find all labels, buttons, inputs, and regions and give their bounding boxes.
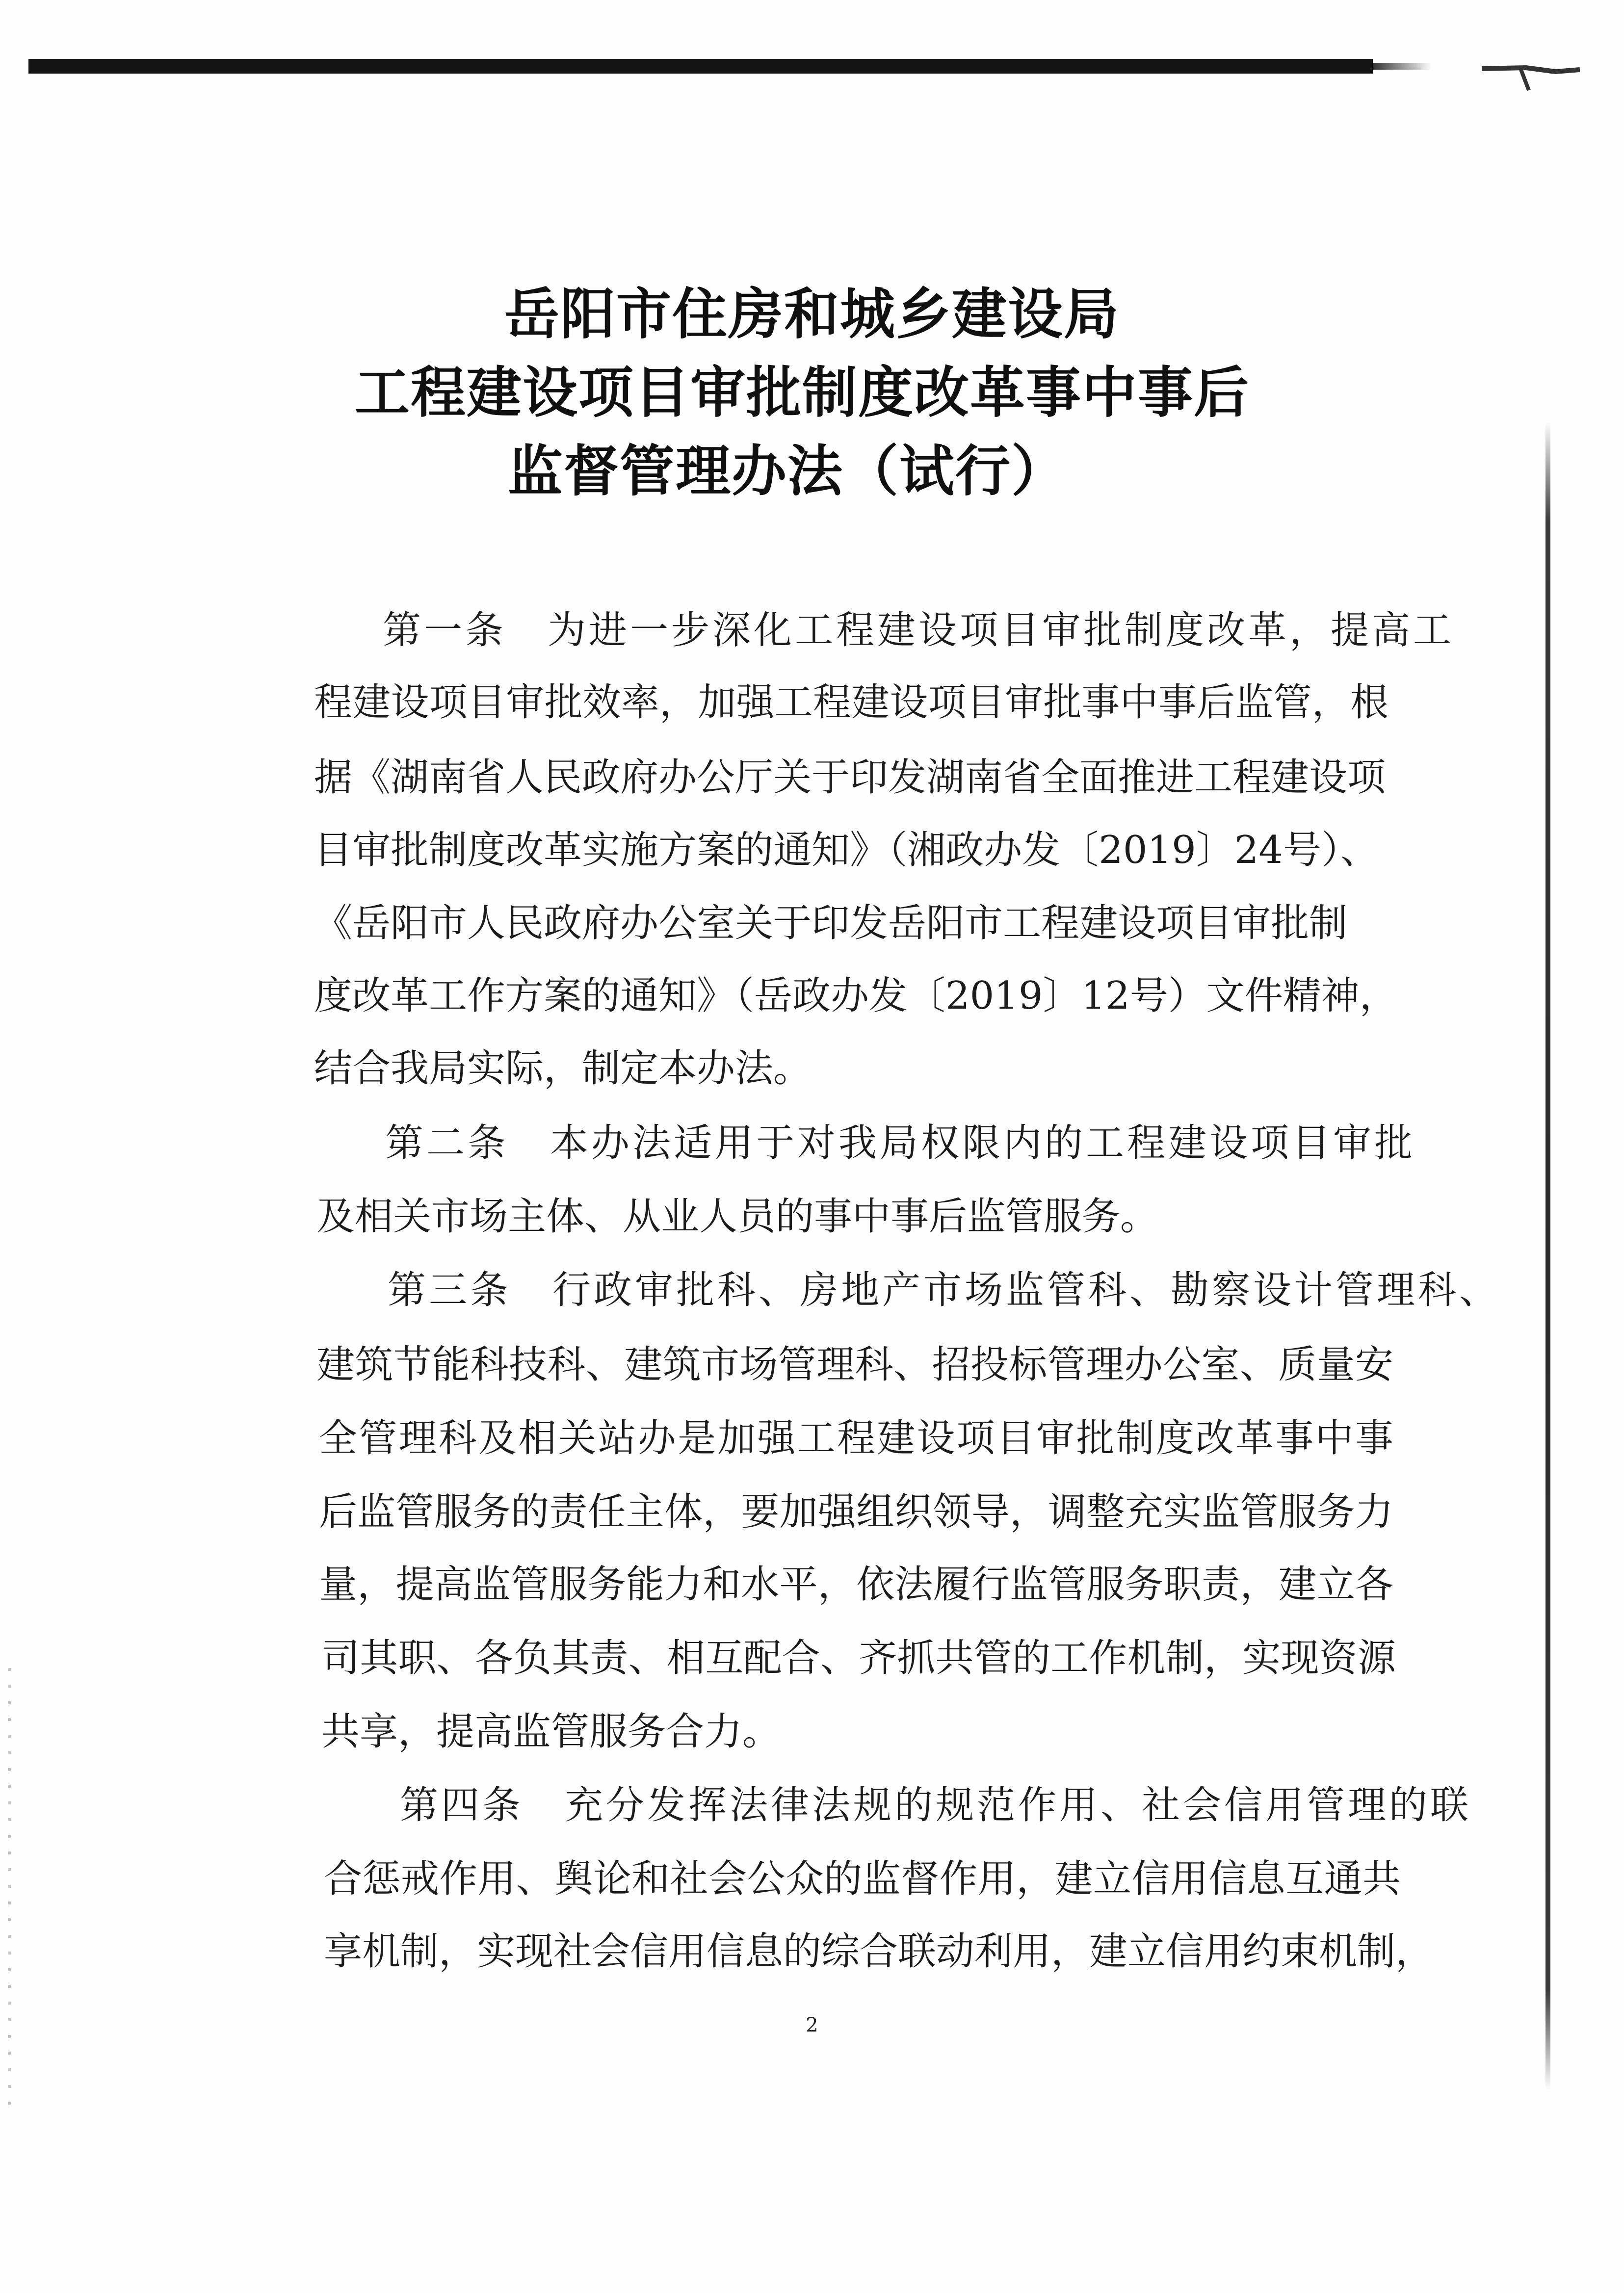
article-3-line-1: 第三条 行政审批科、房地产市场监管科、勘察设计管理科、	[388, 1268, 1501, 1312]
scan-corner-mark	[1482, 65, 1580, 94]
article-1-line-2: 程建设项目审批效率，加强工程建设项目审批事中事后监管，根	[314, 680, 1388, 725]
page-number: 2	[806, 2014, 818, 2036]
article-3-line-5: 量，提高监管服务能力和水平，依法履行监管服务职责，建立各	[319, 1563, 1393, 1607]
article-3-line-7: 共享，提高监管服务合力。	[321, 1710, 781, 1754]
scan-left-speckle	[8, 1668, 11, 2110]
article-1-line-6: 度改革工作方案的通知》（岳政办发〔2019〕12号）文件精神，	[314, 974, 1398, 1018]
article-1-line-4: 目审批制度改革实施方案的通知》（湘政办发〔2019〕24号）、	[314, 828, 1379, 872]
scan-top-rule-fade	[1373, 63, 1432, 70]
article-2-line-1: 第二条 本办法适用于对我局权限内的工程建设项目审批	[385, 1121, 1416, 1165]
article-3-line-2: 建筑节能科技科、建筑市场管理科、招投标管理办公室、质量安	[316, 1343, 1393, 1387]
article-1-line-5: 《岳阳市人民政府办公室关于印发岳阳市工程建设项目审批制	[314, 901, 1348, 945]
article-3-line-6: 司其职、各负其责、相互配合、齐抓共管的工作机制，实现资源	[321, 1636, 1396, 1680]
title-line-3: 监督管理办法（试行）	[508, 440, 1067, 503]
article-1-line-1: 第一条 为进一步深化工程建设项目审批制度改革，提高工	[383, 608, 1455, 652]
title-line-1: 岳阳市住房和城乡建设局	[504, 283, 1120, 346]
article-1-line-7: 结合我局实际，制定本办法。	[314, 1046, 812, 1091]
article-4-line-1: 第四条 充分发挥法律法规的规范作用、社会信用管理的联	[400, 1783, 1472, 1827]
scan-top-rule	[28, 59, 1373, 74]
article-4-line-3: 享机制，实现社会信用信息的综合联动利用，建立信用约束机制，	[324, 1929, 1434, 1974]
article-3-line-4: 后监管服务的责任主体，要加强组织领导，调整充实监管服务力	[319, 1490, 1393, 1534]
article-4-line-2: 合惩戒作用、舆论和社会公众的监督作用，建立信用信息互通共	[324, 1857, 1401, 1901]
title-line-2: 工程建设项目审批制度改革事中事后	[355, 361, 1250, 425]
article-2-line-2: 及相关市场主体、从业人员的事中事后监管服务。	[316, 1195, 1159, 1239]
article-1-line-3: 据《湖南省人民政府办公厅关于印发湖南省全面推进工程建设项	[314, 756, 1386, 800]
scan-right-edge	[1545, 422, 1550, 2090]
article-3-line-3: 全管理科及相关站办是加强工程建设项目审批制度改革事中事	[319, 1416, 1393, 1460]
